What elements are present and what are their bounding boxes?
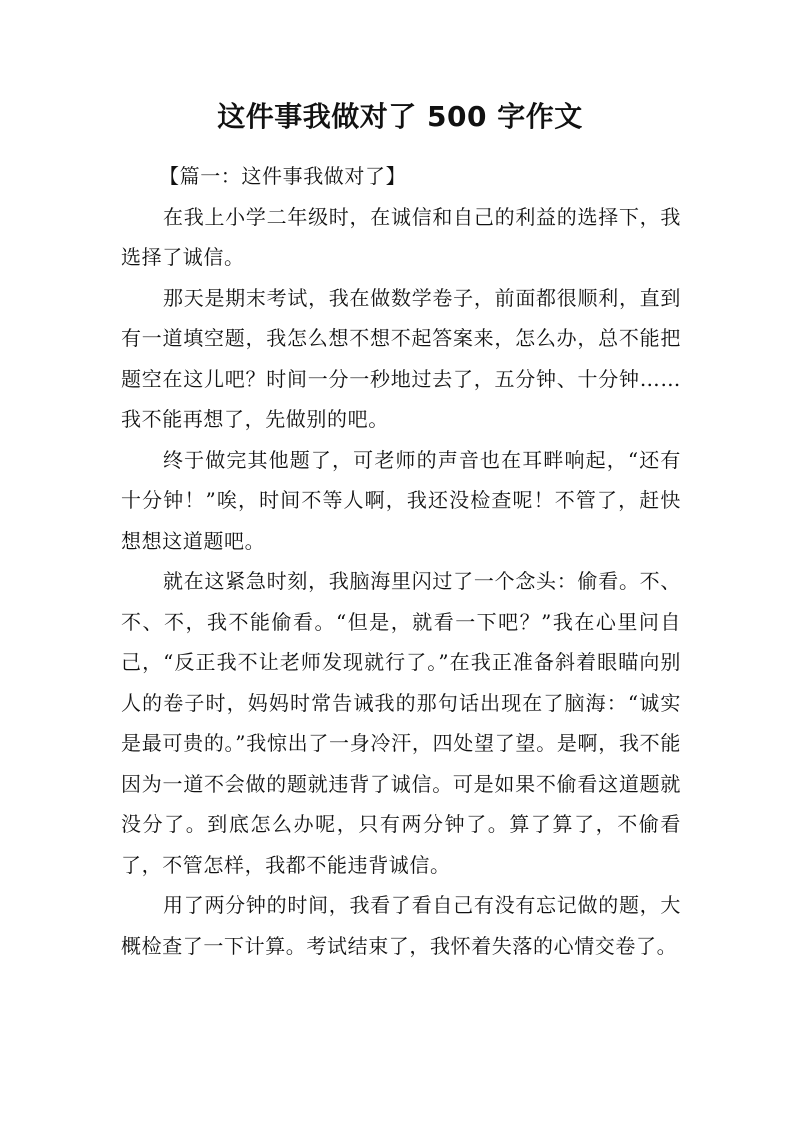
document-title: 这件事我做对了 500 字作文	[217, 100, 583, 133]
paragraph: 在我上小学二年级时，在诚信和自己的利益的选择下，我选择了诚信。	[121, 204, 681, 269]
paragraph: 就在这紧急时刻，我脑海里闪过了一个念头：偷看。不、不、不，我不能偷看。“但是，就看一下吧？”我在心里问自己，“反正我不让老师发现就行了。”在我正准备斜着眼瞄向别人的卷子时，妈妈时常告诫我的那句话出现在了脑海：“诚实是最可贵的。”我惊出了一身冷汗，四处望了望。是啊，我不能因为一道不会做的题就违背了诚信。可是如果不偷看这道题就没分了。到底怎么办呢，只有两分钟了。算了算了，不偷看了，不管怎样，我都不能违背诚信。	[121, 569, 681, 877]
paragraph: 终于做完其他题了，可老师的声音也在耳畔响起，“还有十分钟！”唉，时间不等人啊，我还没检查呢！不管了，赶快想想这道题吧。	[121, 447, 681, 553]
section-heading: 【篇一：这件事我做对了】	[159, 164, 407, 188]
document-body	[121, 156, 681, 966]
paragraph: 那天是期末考试，我在做数学卷子，前面都很顺利，直到有一道填空题，我怎么想不想不起答案来，怎么办，总不能把题空在这儿吧？时间一分一秒地过去了，五分钟、十分钟……我不能再想了，先做别的吧。	[121, 285, 681, 431]
paragraph: 用了两分钟的时间，我看了看自己有没有忘记做的题，大概检查了一下计算。考试结束了，我怀着失落的心情交卷了。	[121, 893, 681, 958]
